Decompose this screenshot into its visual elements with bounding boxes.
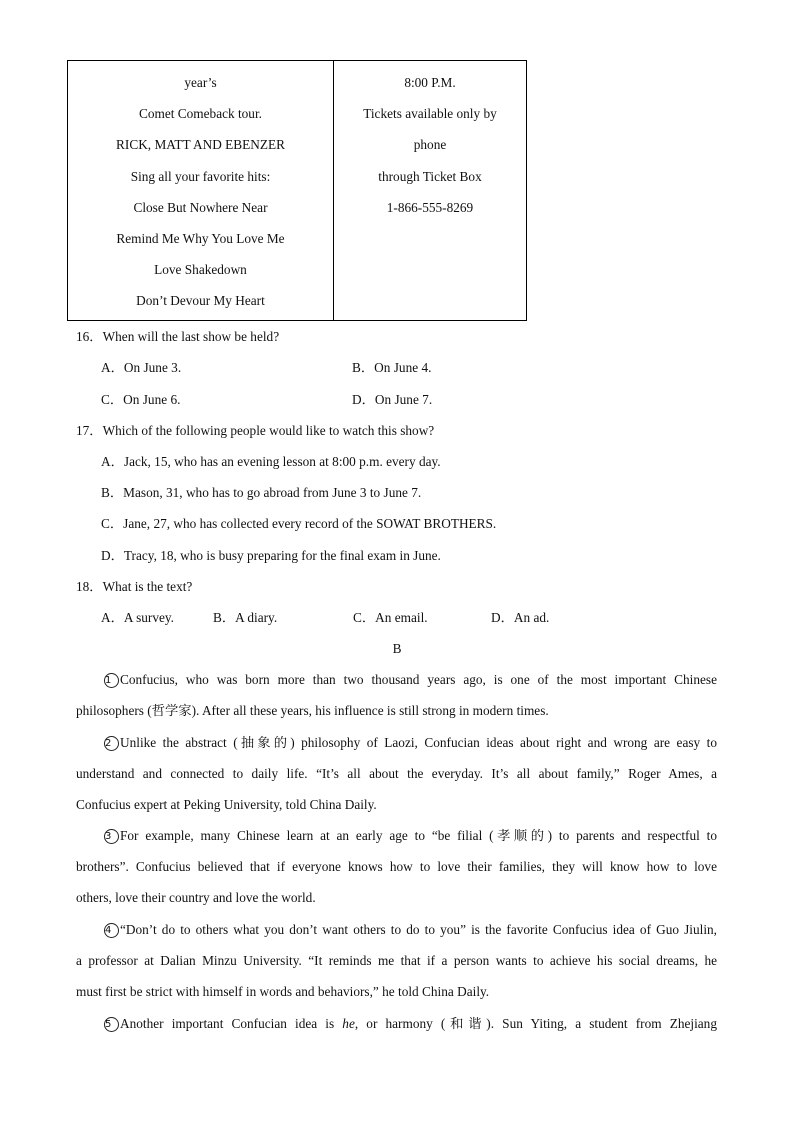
q18-option-d: D．An ad. — [491, 610, 550, 625]
circled-number: 1 — [104, 673, 119, 688]
ad-text-line: Close But Nowhere Near — [133, 199, 268, 215]
circled-number: 4 — [104, 923, 119, 938]
ad-text-line: Sing all your favorite hits: — [130, 168, 271, 184]
ad-text-line: Tickets available only by — [363, 106, 497, 122]
paragraph-text: Confucius, who was born more than two thousand years ago, is one of the most important Chinese — [120, 672, 717, 687]
q16-option-b: B．On June 4. — [352, 360, 432, 375]
paragraph-text: philosophers (哲学家). After all these years, his influence is still strong in modern times. — [76, 703, 549, 719]
circled-number: 3 — [104, 829, 119, 844]
ad-text-line: 1-866-555-8269 — [386, 199, 474, 215]
paragraph-text: brothers”. Confucius believed that if everyone knows how to love their families, they will know how to love — [76, 859, 717, 875]
ad-text-line: Love Shakedown — [154, 262, 247, 278]
ad-text-line: Comet Comeback tour. — [139, 106, 262, 122]
q16-option-a: A．On June 3. — [101, 360, 182, 375]
ad-text-line: 8:00 P.M. — [404, 75, 456, 90]
q17-option-d: D．Tracy, 18, who is busy preparing for the final exam in June. — [101, 548, 441, 563]
q16-option-c: C．On June 6. — [101, 392, 181, 407]
q17-option-c: C．Jane, 27, who has collected every record of the SOWAT BROTHERS. — [101, 516, 497, 531]
ad-text-line: Remind Me Why You Love Me — [116, 230, 285, 246]
circled-number: 5 — [104, 1017, 119, 1032]
paragraph-text: Unlike the abstract (抽象的) philosophy of Laozi, Confucian ideas about right and wrong are easy to — [120, 735, 717, 750]
q18-option-a: A．A survey. — [101, 610, 175, 625]
q16-option-d: D．On June 7. — [352, 392, 433, 407]
paragraph-text: For example, many Chinese learn at an early age to “be filial (孝顺的) to parents and respectful to — [120, 828, 717, 843]
ad-table — [67, 60, 527, 321]
ad-text-line: phone — [413, 137, 447, 153]
q18-option-c: C．An email. — [353, 610, 428, 625]
passage-paragraph-3 — [76, 827, 717, 921]
ad-text-line: RICK, MATT AND EBENZER — [116, 137, 285, 153]
italic-term: he — [342, 1016, 355, 1031]
paragraph-text: understand and connected to daily life. “It’s all about the everyday. It’s all about family,” Roger Ames, a — [76, 766, 717, 782]
question-16-stem: 16．When will the last show be held? — [76, 329, 280, 344]
paragraph-text: Another important Confucian idea is — [120, 1016, 343, 1031]
paragraph-text: Confucius expert at Peking University, told China Daily. — [76, 797, 377, 813]
question-17-stem: 17．Which of the following people would like to watch this show? — [76, 423, 435, 438]
q17-option-b: B．Mason, 31, who has to go abroad from June 3 to June 7. — [101, 485, 422, 500]
paragraph-text: “Don’t do to others what you don’t want others to do to you” is the favorite Confucius idea of Guo Jiulin, — [120, 922, 717, 937]
paragraph-text: others, love their country and love the world. — [76, 890, 316, 906]
ad-right-column — [334, 61, 526, 320]
question-18-stem: 18．What is the text? — [76, 579, 193, 594]
paragraph-text: a professor at Dalian Minzu University. “It reminds me that if a person wants to achieve his social dreams, he — [76, 953, 717, 969]
paragraph-text: , or harmony (和谐). Sun Yiting, a student from Zhejiang — [354, 1016, 717, 1031]
q17-option-a: A．Jack, 15, who has an evening lesson at 8:00 p.m. every day. — [101, 454, 441, 469]
ad-left-column — [68, 61, 334, 320]
ad-text-line: year’s — [184, 75, 217, 90]
ad-text-line: through Ticket Box — [378, 168, 482, 184]
passage-paragraph-5 — [76, 1015, 717, 1046]
section-heading: B — [392, 641, 402, 656]
ad-text-line: Don’t Devour My Heart — [136, 293, 265, 309]
q18-option-b: B．A diary. — [213, 610, 278, 625]
passage-paragraph-2 — [76, 734, 717, 828]
paragraph-text: must first be strict with himself in words and behaviors,” he told China Daily. — [76, 984, 490, 1000]
passage-paragraph-1 — [76, 671, 717, 733]
passage-paragraph-4 — [76, 921, 717, 1015]
circled-number: 2 — [104, 736, 119, 751]
